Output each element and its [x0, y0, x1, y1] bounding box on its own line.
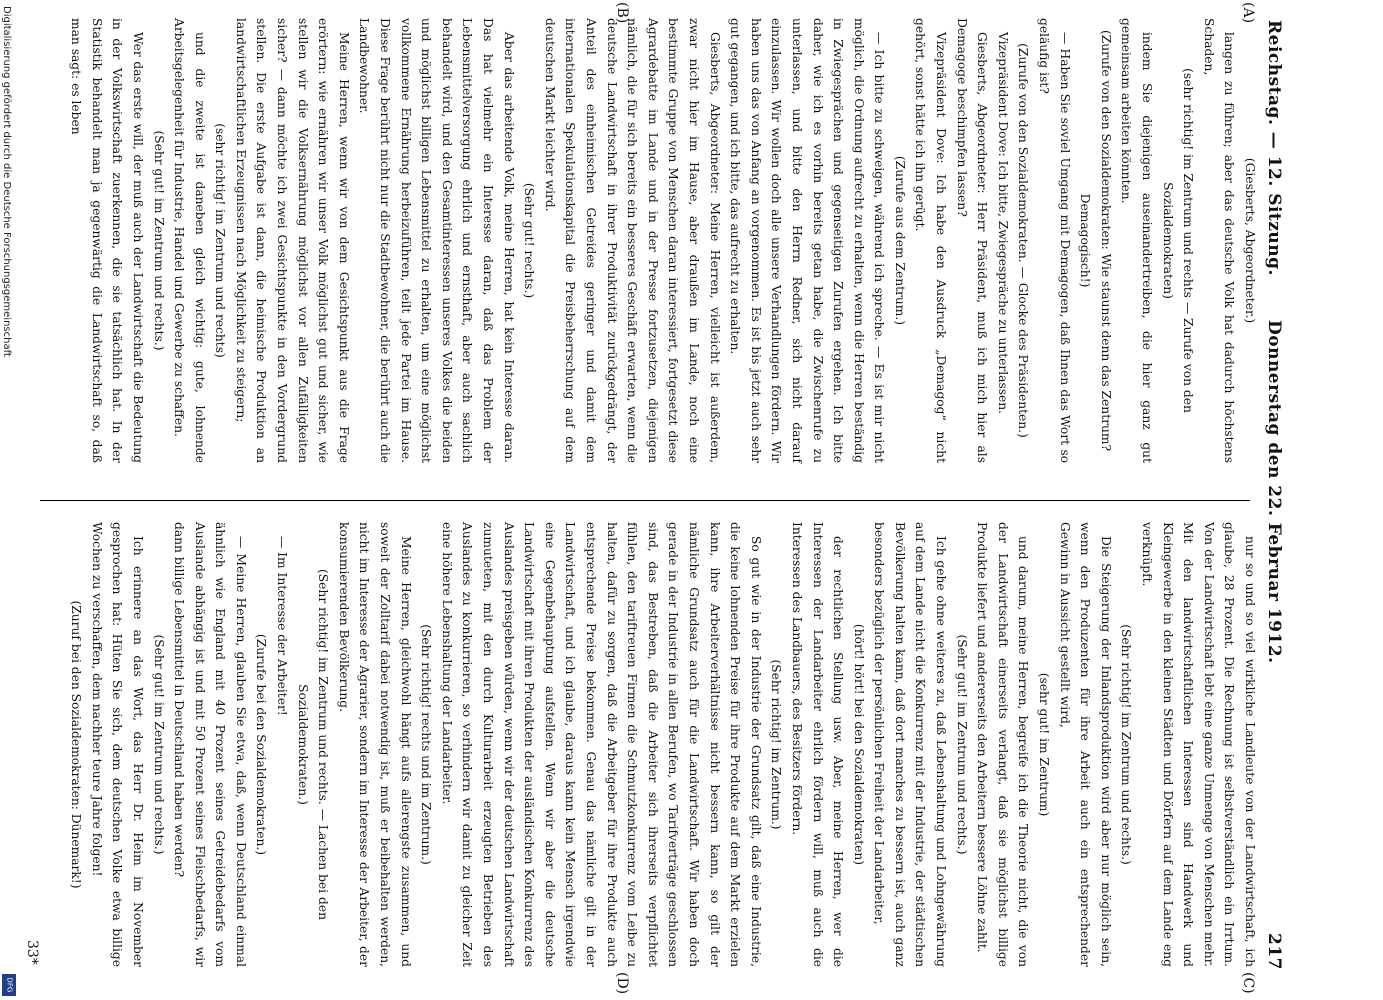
- margin-letter-a: (A): [1240, 2, 1256, 24]
- dfg-logo: DFG: [2, 974, 16, 996]
- paragraph: Aber das arbeitende Volk, meine Herren, hat kein Interesse daran. Das hat vielmehr ein Interesse daran, daß das Problem der Lebensmittelversorgung ehrlich und ernsthaft, aber auch sachlich behandelt wird, und den Gesamtinteressen unseres Volkes die beiden und möglichst billigen Lebensmittel zu erhalten, um eine möglichst vollkommene Ernährung herbeizuführen, teilt jede Partei im Hause. Diese Frage berührt nicht nur die Stadtbewohner, die berührt auch die Landbewohner.: [357, 18, 516, 463]
- paragraph: und darum, meine Herren, begreife ich die Theorie nicht, die von der Landwirtschaft einerseits verlangt, daß sie möglichst billige Produkte liefert und andererseits den Arbeitern bessere Löhne zahlt.: [975, 522, 1031, 967]
- paragraph: und die zweite ist daneben gleich wichtig: gute, lohnende Arbeitsgelegenheit für Industrie, Handel und Gewerbe zu schaffen.: [172, 18, 207, 463]
- paragraph: Vizepräsident Dove: Ich bitte, Zwiegespräche zu unterlassen.: [995, 32, 1010, 415]
- paragraph: Die Steigerung der Inlandsproduktion wird aber nur möglich sein, wenn den Produzenten für ihre Arbeit auch ein entsprechender Gewinn in Aussicht gestellt wird,: [1057, 522, 1113, 967]
- paragraph: (Zurufe von den Sozialdemokraten. — Glocke des Präsidenten.): [1016, 43, 1031, 438]
- paragraph: — Ich bitte zu schweigen, während ich spreche. — Es ist mir nicht möglich, die Ordnung aufrecht zu erhalten, wenn die Herren beständig in Zwiegesprächen und gegenseitigen Zurufen ergehen. Ich bitte daher, wie ich es vorhin bereits getan habe, die Zwischenrufe zu unterlassen, und bitte den Herrn Redner, sich nicht darauf einzulassen. Wir wollen doch alle unsere Verhandlungen fördern. Wir haben uns das von Anfang an vorgenommen. Es ist bis jetzt auch sehr gut gegangen, und ich bitte, das aufrecht zu erhalten.: [728, 18, 887, 463]
- paragraph: (sehr richtig! im Zentrum und rechts — Zurufe von den Sozialdemokraten): [1160, 68, 1196, 413]
- right-column: [66, 522, 1260, 967]
- margin-letter-d: (D): [614, 972, 630, 995]
- paragraph: Giesberts, Abgeordneter: Herr Präsident, muß ich mich hier als Demagoge beschimpfen lassen?: [954, 18, 990, 463]
- paragraph: (Giesberts, Abgeordneter.): [1243, 157, 1257, 324]
- paragraph: So gut wie in der Industrie der Grundsatz gilt, daß eine Industrie, die keine lohnenden Preise für ihre Produkte auf dem Markt erzielen kann, ihre Arbeiterverhältnisse nicht bessern kann, so gilt der nämliche Grundsatz auch für die Landwirtschaft. Wir haben doch gerade in der Industrie in allen Berufen, wo Tarifverträge geschlossen sind, das Bestreben, daß die Arbeiter sich ihrerseits verpflichtet fühlen, den tariftreuen Firmen die Schmutzkonkurrenz vom Leibe zu halten, dafür zu sorgen, daß die Arbeitgeber für ihre Produkte auch entsprechende Preise bekommen. Genau das nämliche gilt in der Landwirtschaft, und ich glaube, daraus kann kein Mensch irgendwie eine Gegenbehauptung aufstellen. Wenn wir aber die deutsche Landwirtschaft mit ihren Produkten der ausländischen Konkurrenz des Auslandes preisgeben würden, wenn wir der deutschen Landwirtschaft zumuteten, mit den durch Kulturarbeit erzeugten Betrieben des Auslandes zu konkurrieren, so verhindern wir damit zu gleicher Zeit eine höhere Lebenshaltung der Landarbeiter.: [439, 522, 763, 967]
- left-column: [66, 18, 1260, 463]
- paragraph: (Sehr richtig! rechts und im Zentrum.): [419, 624, 434, 865]
- header-center: Donnerstag den 22. Februar 1912.: [1264, 320, 1284, 664]
- paragraph: (Zurufe von den Sozialdemokraten: Wie staunst denn das Zentrum? Demagogisch!): [1078, 29, 1113, 452]
- paragraph: Ich gehe ohne weiteres zu, daß Lebenshaltung und Lohngewährung auf dem Lande nicht die Konkurrenz mit der Industrie, der städtischen Bevölkerung halten kann, daß dort manches zu bessern ist, auch ganz besonders bezüglich der persönlichen Freiheit der Landarbeiter,: [872, 522, 949, 967]
- page-number: 217: [1264, 933, 1284, 970]
- paragraph: Wer das erste will, der muß auch der Landwirtschaft die Bedeutung in der Volkswirtschaft zuerkennen, die sie tatsächlich hat. In der Statistik behandelt man ja gegenwärtig die Landwirtschaft so, daß man sagt: es leben: [69, 18, 145, 463]
- paragraph: (Zuruf bei den Sozialdemokraten: Dünemark!): [69, 600, 84, 889]
- paragraph: — Meine Herren, glauben Sie etwa, daß, wenn Deutschland einmal ähnlich wie England mit 40 Prozent seines Getreidebedarfs vom Auslande abhängig ist und mit 50 Prozent seines Fleischbedarfs, wir dann billige Lebensmittel in Deutschland haben werden?: [172, 522, 248, 967]
- paragraph: nur so und so viel wirkliche Landleute von der Landwirtschaft, ich glaube, 28 Prozent. Die Rechnung ist selbstverständlich ein Irrtum. Von der Landwirtschaft lebt eine ganze Unmenge von Menschen mehr. Mit den landwirtschaftlichen Interessen sind Handwerk und Kleingewerbe in den kleinen Städten und Dörfern auf dem Lande eng verknüpft.: [1140, 522, 1257, 967]
- digitization-sidebar: [0, 0, 20, 1000]
- column-divider: [40, 500, 1250, 501]
- paragraph: (Sehr richtig! im Zentrum und rechts. — Lachen bei den Sozialdemokraten.): [295, 569, 331, 920]
- paragraph: langen zu führen; aber das deutsche Volk hat dadurch höchstens Schaden,: [1201, 18, 1237, 463]
- paragraph: Meine Herren, gleichwohl hängt aufs allerengste zusammen, und soweit der Zolltarif dabei notwendig ist, muß er beibehalten werden, nicht im Interesse der Agrarier, sondern im Interesse der Arbeiter, der konsumierenden Bevölkerung.: [336, 522, 413, 967]
- paragraph: — Haben Sie soviel Umgang mit Demagogen, daß Ihnen das Wort so geläufig ist?: [1037, 18, 1072, 463]
- paragraph: der rechtlichen Stellung usw. Aber, meine Herren, wer die Interessen der Landarbeiter ehrlich fördern will, muß auch die Interessen des Landbauers, des Besitzers fördern.: [789, 522, 846, 967]
- paragraph: Vizepräsident Dove: Ich habe den Ausdruck „Demagog“ nicht gehört, sonst hätte ich ihn gerügt.: [913, 18, 949, 463]
- paragraph: (Sehr gut! rechts.): [522, 182, 537, 299]
- signature-mark: 33*: [24, 940, 40, 965]
- page-header: [1260, 20, 1284, 970]
- paragraph: (Sehr richtig! im Zentrum und rechts.): [1119, 624, 1134, 865]
- paragraph: (hört! hört! bei den Sozialdemokraten): [851, 623, 866, 866]
- paragraph: (Sehr richtig! im Zentrum.): [769, 659, 784, 830]
- paragraph: (Zurufe aus dem Zentrum.): [892, 155, 907, 326]
- margin-letter-b: (B): [614, 2, 630, 24]
- paragraph: (sehr gut! im Zentrum): [1037, 672, 1052, 817]
- paragraph: indem Sie diejenigen auseinandertreiben, die hier ganz gut gemeinsam arbeiten könnten.: [1119, 18, 1155, 463]
- paragraph: (Sehr gut! im Zentrum und rechts.): [151, 634, 166, 855]
- paragraph: — Im Interesse der Arbeiter!: [275, 536, 290, 716]
- paragraph: (Sehr gut! im Zentrum und rechts.): [151, 130, 166, 351]
- paragraph: (Zurufe bei den Sozialdemokraten.): [254, 633, 269, 856]
- paragraph: (Sehr gut! im Zentrum und rechts.): [954, 634, 969, 855]
- paragraph: (sehr richtig! im Zentrum und rechts): [213, 123, 228, 358]
- paragraph: Giesberts, Abgeordneter: Meine Herren, vielleicht ist außerdem, zwar nicht hier im Hause, aber draußen im Lande, noch eine bestimmte Gruppe von Menschen daran interessiert, fortgesetzt diese Agrardebatte im Lande und in der Presse fortzusetzen, diejenigen nämlich, die für sich bereits ein besseres Geschäft erwarten, wenn die deutsche Landwirtschaft in ihrer Produktivität zurückgedrängt, der Anteil des einheimischen Getreides geringer und damit dem internationalen Spekulationskapital die Preisbeherrschung auf dem deutschen Markt leichter wird.: [542, 18, 722, 463]
- paragraph: Ich erinnere an das Wort, das Herr Dr. Heim im November gesprochen hat: Hüten Sie sich, dem deutschen Volke etwa billige Wochen zu verschaffen, dem nachher teure Jahre folgen!: [89, 522, 145, 967]
- digitization-credit: Digitalisierung gefördert durch die Deutsche Forschungsgemeinschaft: [1, 6, 12, 357]
- header-left: Reichstag. — 12. Sitzung.: [1264, 20, 1284, 276]
- paragraph: Meine Herren, wenn wir von dem Gesichtspunkt aus die Frage erörtern: wie ernähren wir unser Volk möglichst gut und sicher, wie stellen wir die Volksernährung möglichst vor allen Zufälligkeiten sicher? — dann möchte ich zwei Gesichtspunkte in den Vordergrund stellen. Die erste Aufgabe ist dann, die heimische Produktion an landwirtschaftlichen Erzeugnissen nach Möglichkeit zu steigern;: [233, 18, 351, 463]
- margin-letter-c: (C): [1240, 972, 1256, 994]
